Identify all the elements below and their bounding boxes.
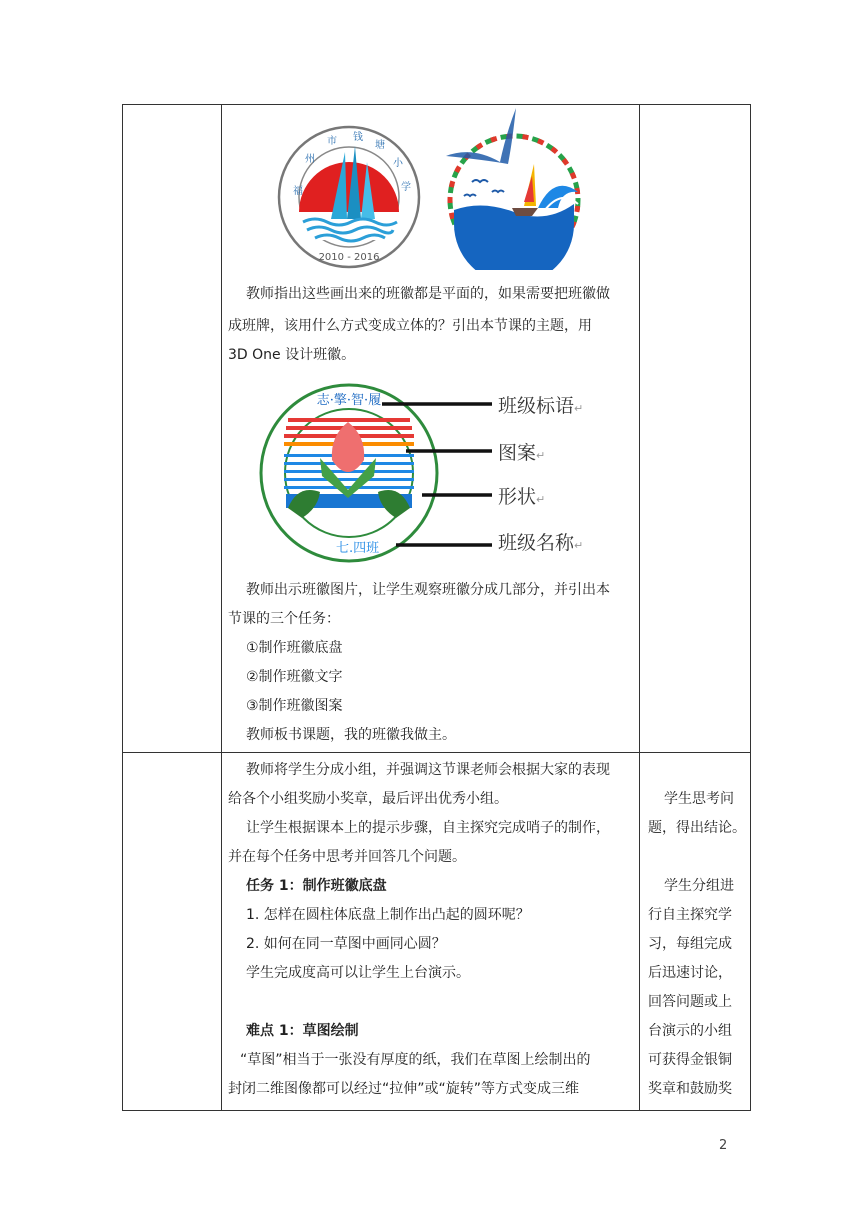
table-border-bottom xyxy=(122,1110,751,1111)
label-class-name xyxy=(498,528,583,555)
section1-p1-line2: 成班牌，该用什么方式变成立体的？引出本节课的主题，用 xyxy=(228,318,592,334)
emblem1-ring-char: 塘 xyxy=(375,140,385,151)
section1-task1: ①制作班徽底盘 xyxy=(246,640,343,656)
label-class-name-text: 班级名称 xyxy=(498,532,575,554)
section2-p4-line2: 封闭二维图像都可以经过“拉伸”或“旋转”等方式变成三维 xyxy=(228,1081,580,1097)
emblem1-ring-char: 学 xyxy=(401,182,411,193)
section2-task-heading: 任务 1：制作班徽底盘 xyxy=(246,878,387,894)
emblem1-ring-char: 小 xyxy=(393,158,403,169)
emblem1-ring-char: 钱 xyxy=(353,132,363,143)
right-col-line-9: 台演示的小组 xyxy=(648,1023,732,1039)
label-shape xyxy=(498,482,545,509)
table-row-divider xyxy=(122,752,751,753)
section1-p2-line2: 节课的三个任务： xyxy=(228,611,340,627)
emblem1-ring-char: 市 xyxy=(327,136,337,147)
section1-task3: ③制作班徽图案 xyxy=(246,698,343,714)
emblem1-ring-char: 福 xyxy=(293,186,303,197)
right-col-line-2: 题，得出结论。 xyxy=(648,820,746,836)
table-divider-1 xyxy=(221,104,222,1111)
section1-p1-line1: 教师指出这些画出来的班徽都是平面的，如果需要把班徽做 xyxy=(246,286,610,302)
page-number: 2 xyxy=(719,1138,728,1153)
right-col-line-1: 学生思考问 xyxy=(664,791,734,807)
section2-p2-line2: 并在每个任务中思考并回答几个问题。 xyxy=(228,849,466,865)
emblem3-top-text: 志·擎·智·履 xyxy=(316,393,382,408)
right-col-line-7: 后迅速讨论， xyxy=(648,965,732,981)
table-border-right xyxy=(750,104,751,1111)
section1-p2-line1: 教师出示班徽图片，让学生观察班徽分成几部分，并引出本 xyxy=(246,582,610,598)
emblem1-years: 2010 - 2016 xyxy=(318,252,380,263)
right-col-line-5: 行自主探究学 xyxy=(648,907,732,923)
right-col-line-11: 奖章和鼓励奖 xyxy=(648,1081,732,1097)
table-divider-2 xyxy=(639,104,640,1111)
school-emblem-image xyxy=(275,124,423,270)
section1-p1-line3: 3D One 设计班徽。 xyxy=(228,347,356,363)
section2-question-2: 2. 如何在同一草图中画同心圆？ xyxy=(246,936,446,952)
right-col-line-6: 习，每组完成 xyxy=(648,936,732,952)
right-col-line-4: 学生分组进 xyxy=(664,878,734,894)
paragraph-mark: ↵ xyxy=(574,402,584,415)
section2-p4-line1: “草图”相当于一张没有厚度的纸，我们在草图上绘制出的 xyxy=(240,1052,591,1068)
section2-p1-line1: 教师将学生分成小组，并强调这节课老师会根据大家的表现 xyxy=(246,762,610,778)
emblem3-bottom-text: 七.四班 xyxy=(336,541,380,556)
table-border-left xyxy=(122,104,123,1111)
callout-lines xyxy=(360,390,500,560)
label-shape-text: 形状 xyxy=(498,486,537,508)
paragraph-mark: ↵ xyxy=(536,449,546,462)
label-pattern-text: 图案 xyxy=(498,442,537,464)
right-col-line-10: 可获得金银铜 xyxy=(648,1052,732,1068)
label-class-slogan xyxy=(498,391,583,418)
section1-p3: 教师板书课题，我的班徽我做主。 xyxy=(246,727,456,743)
table-border-top xyxy=(122,104,751,105)
label-pattern xyxy=(498,438,545,465)
section1-task2: ②制作班徽文字 xyxy=(246,669,343,685)
section2-question-1: 1. 怎样在圆柱体底盘上制作出凸起的圆环呢？ xyxy=(246,907,530,923)
section2-p1-line2: 给各个小组奖励小奖章，最后评出优秀小组。 xyxy=(228,791,508,807)
label-class-slogan-text: 班级标语 xyxy=(498,395,575,417)
paragraph-mark: ↵ xyxy=(574,539,584,552)
section2-difficulty-heading: 难点 1：草图绘制 xyxy=(246,1023,359,1039)
sailboat-emblem-image xyxy=(442,104,590,270)
paragraph-mark: ↵ xyxy=(536,493,546,506)
right-col-line-8: 回答问题或上 xyxy=(648,994,732,1010)
emblem1-ring-char: 州 xyxy=(305,154,315,165)
section2-p3: 学生完成度高可以让学生上台演示。 xyxy=(246,965,470,981)
section2-p2-line1: 让学生根据课本上的提示步骤，自主探究完成哨子的制作， xyxy=(246,820,610,836)
